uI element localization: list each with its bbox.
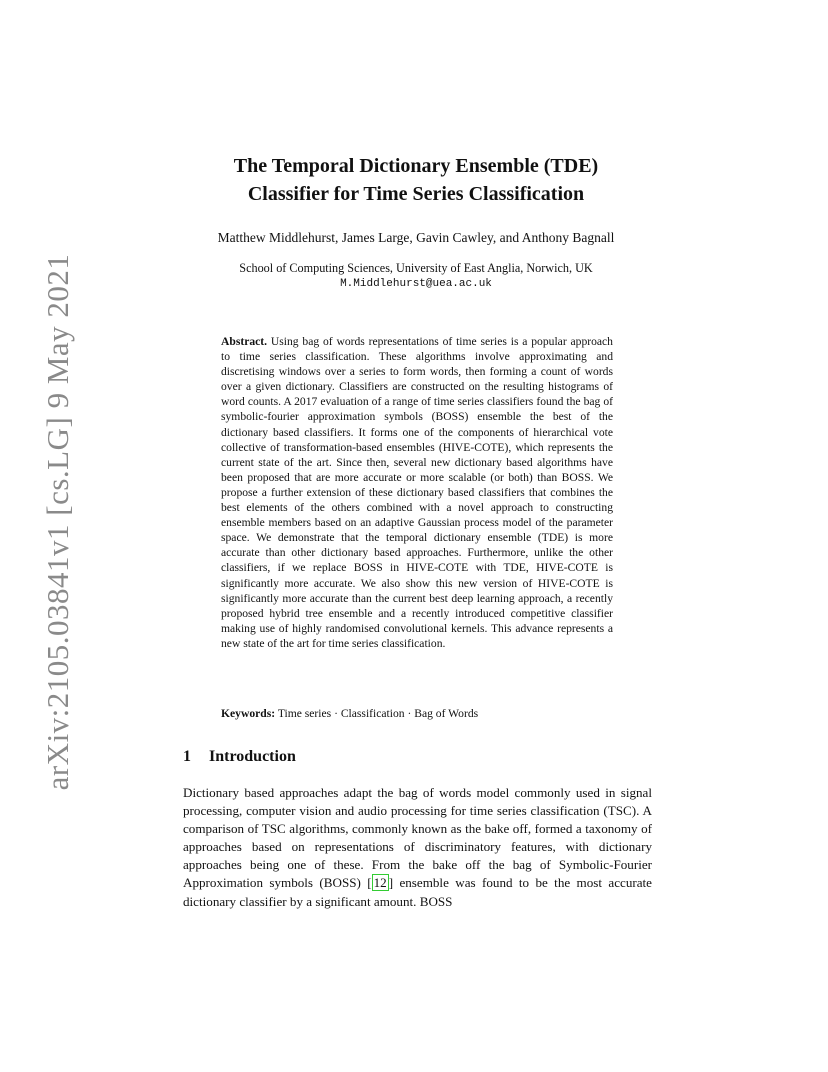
intro-text-part-2: ensemble was found to be the most accurate dictionary classifier by a significant amount. BOSS	[183, 875, 652, 909]
section-title: Introduction	[209, 748, 296, 765]
section-number: 1	[183, 748, 191, 765]
affiliation-text: School of Computing Sciences, University of East Anglia, Norwich, UK	[239, 261, 593, 275]
abstract-paragraph	[221, 334, 613, 651]
citation-link[interactable]: 12	[373, 875, 387, 891]
intro-text-part-1: Dictionary based approaches adapt the bag of words model commonly used in signal processing, computer vision and audio processing for time series classification (TSC). A comparison of TSC algorithms, commonly known as the bake off, formed a taxonomy of approaches based on representations of discriminatory features, with dictionary approaches being one of these. From the bake off the bag of Symbolic-Fourier Approximation symbols (BOSS)	[183, 785, 652, 891]
keywords-text: Time series · Classification · Bag of Words	[277, 707, 479, 720]
keywords-label: Keywords:	[221, 707, 276, 720]
abstract	[221, 334, 613, 651]
abstract-label: Abstract.	[221, 335, 268, 348]
introduction-paragraph: Dictionary based approaches adapt the bag of words model commonly used in signal processing, computer vision and audio processing for time series classification (TSC). A comparison of TSC algorithms, commonly known as the bake off, formed a taxonomy of approaches based on representations of discriminatory features, with dictionary approaches being one of these. From the bake off the bag of Symbolic-Fourier Approximation symbols (BOSS) [ 12 ] ensemble was found to be the most accurate dictionary classifier by a significant amount. BOSS	[183, 785, 652, 909]
affiliation-block	[140, 260, 692, 292]
author-list: Matthew Middlehurst, James Large, Gavin Cawley, and Anthony Bagnall	[217, 230, 615, 245]
arxiv-identifier-stamp: arXiv:2105.03841v1 [cs.LG] 9 May 2021	[40, 253, 75, 791]
abstract-text: Using bag of words representations of time series is a popular approach to time series classification. These algorithms involve approximating and discretising windows over a series to form words, then forming a count of words over a given dictionary. Classifiers are constructed on the resulting histograms of word counts. A 2017 evaluation of a range of time series classifiers found the bag of symbolic-fourier approximation symbols (BOSS) ensemble the best of the dictionary based classifiers. It forms one of the components of hierarchical vote collective of transformation-based ensembles (HIVE-COTE), which represents the current state of the art. Since then, several new dictionary based algorithms have been proposed that are more accurate or more scalable (or both) than BOSS. We propose a further extension of these dictionary based classifiers that combines the best elements of the others combined with a novel approach to constructing ensemble members based on an adaptive Gaussian process model of the parameter space. We demonstrate that the temporal dictionary ensemble (TDE) is more accurate than other dictionary based approaches. Furthermore, unlike the other classifiers, if we replace BOSS in HIVE-COTE with TDE, HIVE-COTE is significantly more accurate. We also show this new version of HIVE-COTE is significantly more accurate than the current best deep learning approach, a recently proposed hybrid tree ensemble and a recently introduced competitive classifier making use of highly randomised convolutional kernels. This advance represents a new state of the art for time series classification.	[221, 335, 613, 650]
paper-title	[140, 152, 692, 208]
section-heading-introduction	[183, 748, 296, 766]
paper-title-line-2: Classifier for Time Series Classification	[247, 183, 585, 205]
introduction-body	[183, 784, 652, 911]
contact-email[interactable]: M.Middlehurst@uea.ac.uk	[340, 278, 492, 290]
keywords	[221, 706, 613, 721]
paper-title-line-1: The Temporal Dictionary Ensemble (TDE)	[233, 155, 599, 177]
